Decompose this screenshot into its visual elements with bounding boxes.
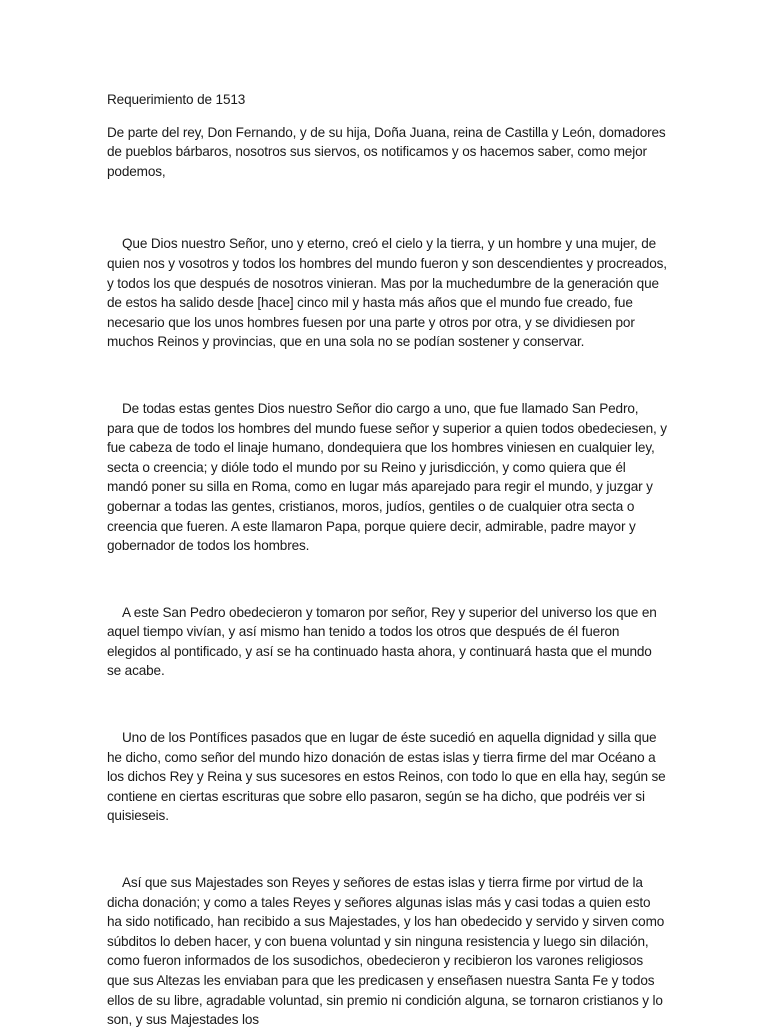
document-title: Requerimiento de 1513	[107, 92, 246, 107]
intro-paragraph: De parte del rey, Don Fernando, y de su hija, Doña Juana, reina de Castilla y León, domadores de pueblos bárbaros, nosotros sus siervos, os notificamos y os hacemos saber, como mejor podemos,	[107, 124, 666, 179]
paragraph-3: A este San Pedro obedecieron y tomaron por señor, Rey y superior del universo los que en aquel tiempo vivían, y así mismo han tenido a todos los otros que después de él fueron elegidos al pontificado, y así se ha continuado hasta ahora, y continuará hasta que el mundo se acabe.	[107, 604, 657, 679]
paragraph-5: Así que sus Majestades son Reyes y señores de estas islas y tierra firme por virtud de la dicha donación; y como a tales Reyes y señores algunas islas más y casi todas a quien esto ha sido notificado, han recibido a sus Majestades, y los han obedecido y servido y sirven como súbditos lo deben hacer, y con buena voluntad y sin ninguna resistencia y luego sin dilación, como fueron informados de los susodichos, obedecieron y recibieron los varones religiosos que sus Altezas les enviaban para que les predicasen y enseñasen nuestra Santa Fe y todos ellos de su libre, agradable voluntad, sin premio ni condición alguna, se tornaron cristianos y lo son, y sus Majestades los	[107, 875, 665, 1028]
paragraph-4: Uno de los Pontífices pasados que en lugar de éste sucedió en aquella dignidad y silla que he dicho, como señor del mundo hizo donación de estas islas y tierra firme del mar Océano a los dichos Rey y Reina y sus sucesores en estos Reinos, con todo lo que en ella hay, según se contiene en ciertas escrituras que sobre ello pasaron, según se ha dicho, que podréis ver si quisieseis.	[107, 730, 666, 824]
paragraph-1: Que Dios nuestro Señor, uno y eterno, creó el cielo y la tierra, y un hombre y una mujer, de quien nos y vosotros y todos los hombres del mundo fueron y son descendientes y procreados, y todos los que después de nosotros vinieran. Mas por la muchedumbre de la generación que de estos ha salido desde [hace] cinco mil y hasta más años que el mundo fue creado, fue necesario que los unos hombres fuesen por una parte y otros por otra, y se dividiesen por muchos Reinos y provincias, que en una sola no se podían sostener y conservar.	[107, 236, 667, 350]
paragraph-2: De todas estas gentes Dios nuestro Señor dio cargo a uno, que fue llamado San Pedro, para que de todos los hombres del mundo fuese señor y superior a quien todos obedeciesen, y fue cabeza de todo el linaje humano, dondequiera que los hombres viniesen en cualquier ley, secta o creencia; y dióle todo el mundo por su Reino y jurisdicción, y como quiera que él mandó poner su silla en Roma, como en lugar más aparejado para regir el mundo, y juzgar y gobernar a todas las gentes, cristianos, moros, judíos, gentiles o de cualquier otra secta o creencia que fueren. A este llamaron Papa, porque quiere decir, admirable, padre mayor y gobernador de todos los hombres.	[107, 400, 667, 554]
document-body	[107, 90, 667, 1030]
